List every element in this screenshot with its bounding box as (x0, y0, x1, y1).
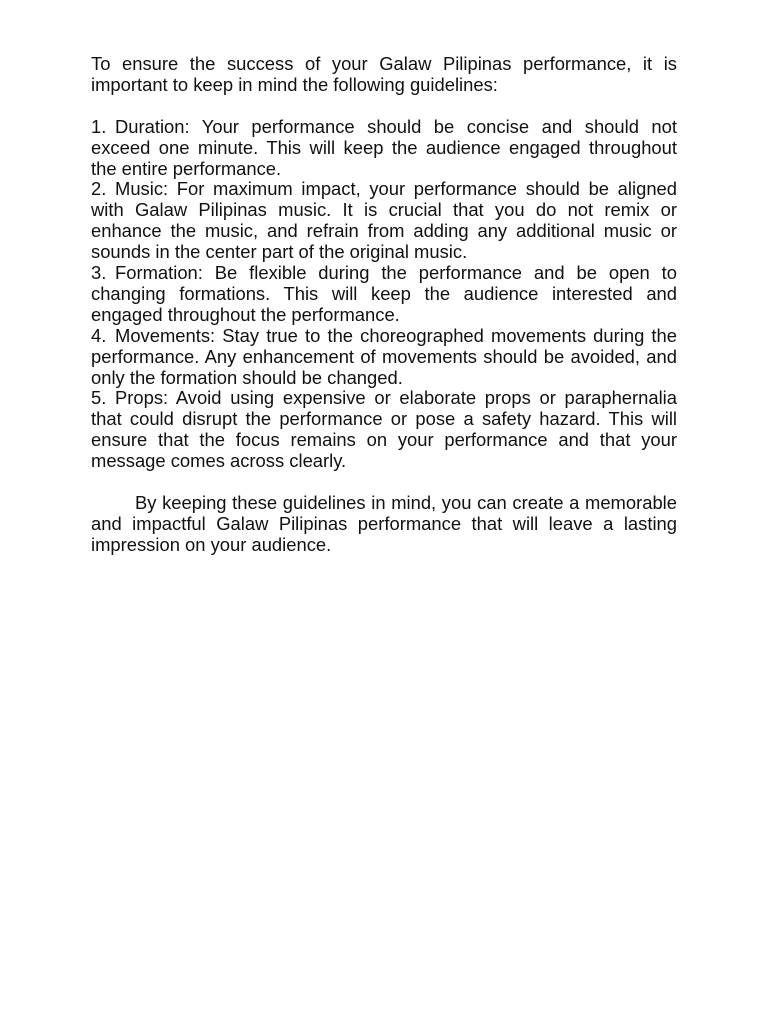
guideline-number: 1. (91, 115, 107, 137)
guideline-text: Formation: Be flexible during the performance and be open to changing formations. This will keep the audience interested and engaged throughout the performance. (91, 262, 677, 325)
guideline-item-props (91, 388, 677, 472)
guideline-number: 5. (91, 387, 107, 409)
guideline-text: Music: For maximum impact, your performance should be aligned with Galaw Pilipinas music. It is crucial that you do not remix or enhance the music, and refrain from adding any additional music or sounds in the center part of the original music. (91, 178, 677, 263)
document-page (91, 54, 677, 556)
guideline-text: Duration: Your performance should be concise and should not exceed one minute. This will keep the audience engaged throughout the entire performance. (91, 115, 677, 179)
guideline-number: 3. (91, 262, 107, 284)
guideline-item-music (91, 179, 677, 263)
paragraph-spacer (91, 472, 677, 493)
guideline-item-formation (91, 263, 677, 326)
guidelines-list (91, 117, 677, 472)
guideline-number: 4. (91, 324, 107, 346)
paragraph-spacer (91, 96, 677, 117)
guideline-item-duration (91, 117, 677, 180)
guideline-number: 2. (91, 178, 107, 200)
guideline-text: Props: Avoid using expensive or elaborate props or paraphernalia that could disrupt the performance or pose a safety hazard. This will ensure that the focus remains on your performance and that your message comes across clearly. (91, 387, 677, 472)
guideline-item-movements (91, 326, 677, 389)
closing-paragraph: By keeping these guidelines in mind, you can create a memorable and impactful Galaw Pilipinas performance that will leave a lasting impression on your audience. (91, 492, 677, 555)
guideline-text: Movements: Stay true to the choreographed movements during the performance. Any enhancement of movements should be avoided, and only the formation should be changed. (91, 324, 677, 388)
intro-paragraph: To ensure the success of your Galaw Pilipinas performance, it is important to keep in mind the following guidelines: (91, 53, 677, 95)
